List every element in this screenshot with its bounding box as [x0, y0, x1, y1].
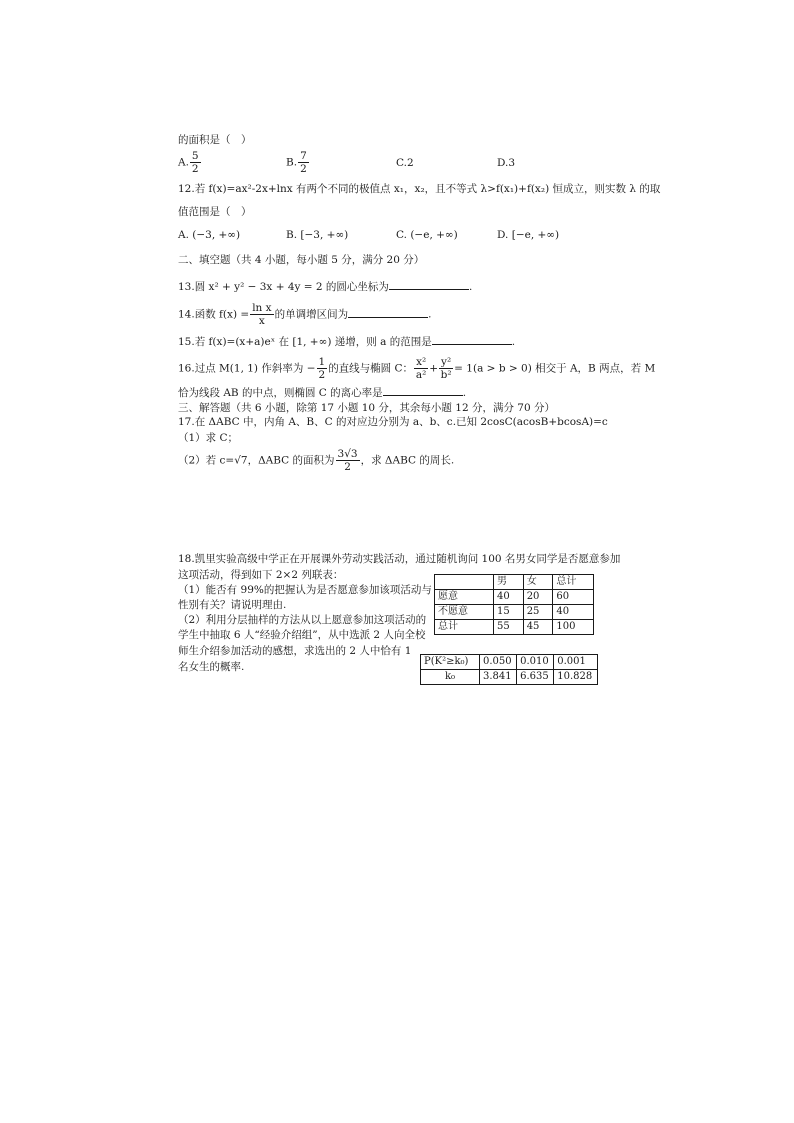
table-cell: 45 — [523, 620, 553, 635]
table-row — [435, 605, 594, 620]
fraction: $\frac{1}{2}$ — [318, 356, 326, 381]
q13: 13.圆 x² + y² − 3x + 4y = 2 的圆心坐标为 . — [178, 281, 473, 293]
table-cell: 15 — [494, 605, 524, 620]
table-cell: 男 — [494, 575, 524, 590]
answer-blank — [389, 279, 469, 290]
q12-line1: 12.若 f(x)=ax²-2x+lnx 有两个不同的极值点 x₁，x₂，且不等式 λ>f(x₁)+f(x₂) 恒成立，则实数 λ 的取 — [178, 183, 661, 195]
q11-option-a: A. $\frac{5}{2}$ — [178, 150, 199, 175]
q16-line1: 16.过点 M(1, 1) 作斜率为 − $\frac{1}{2}$ 的直线与椭圆 C： $\frac{\text{x²}}{\text{a²}}$ + $\frac{\text{y²}}{\text{b²}}$ = 1(a > b > 0) 相交于 A，B 两点，若 M — [178, 356, 656, 381]
q18-line1: 18.凯里实验高级中学正在开展课外劳动实践活动，通过随机询问 100 名男女同学是否愿意参加 — [178, 553, 621, 565]
table-header-row — [435, 575, 594, 590]
table-cell: 总计 — [435, 620, 494, 635]
table-cell: k₀ — [421, 670, 480, 685]
answer-blank — [383, 385, 463, 396]
table-row — [421, 670, 598, 685]
table-cell: 0.001 — [554, 655, 598, 670]
table-cell: 0.010 — [517, 655, 554, 670]
q12-option-c: C. (−e, +∞) — [396, 229, 458, 241]
table-cell: 10.828 — [554, 670, 598, 685]
q11-option-c: C.2 — [396, 157, 414, 169]
fraction: $\frac{7}{2}$ — [300, 150, 307, 175]
table-cell: P(K²≥k₀) — [421, 655, 480, 670]
section-2-heading: 二、填空题（共 4 小题，每小题 5 分，满分 20 分） — [178, 254, 425, 266]
table-cell: 40 — [494, 590, 524, 605]
table-cell: 6.635 — [517, 670, 554, 685]
fraction: $\frac{5}{2}$ — [191, 150, 199, 175]
q18-part1b: 性别有关？请说明理由. — [178, 599, 287, 611]
q17-part2: （2）若 c=√7，ΔABC 的面积为 $\frac{3√3}{2}$ ，求 ΔABC 的周长. — [178, 448, 455, 473]
q12-option-d: D. [−e, +∞) — [497, 229, 560, 241]
table-cell — [435, 575, 494, 590]
answer-blank — [348, 307, 428, 318]
table-cell: 不愿意 — [435, 605, 494, 620]
fraction: $\frac{\text{y²}}{\text{b²}}$ — [440, 356, 452, 381]
q12-option-b: B. [−3, +∞) — [286, 229, 349, 241]
table-cell: 20 — [523, 590, 553, 605]
table-row — [435, 620, 594, 635]
q17-line1: 17.在 ΔABC 中，内角 A、B、C 的对应边分别为 a、b、c.已知 2cosC(acosB+bcosA)=c — [178, 416, 608, 428]
q18-part1a: （1）能否有 99%的把握认为是否愿意参加该项活动与 — [178, 584, 432, 596]
table-cell: 25 — [523, 605, 553, 620]
q16-line2: 恰为线段 AB 的中点，则椭圆 C 的离心率是 . — [178, 387, 467, 399]
table-row — [435, 590, 594, 605]
q15: 15.若 f(x)=(x+a)eˣ 在 [1, +∞) 递增，则 a 的范围是 . — [178, 336, 516, 348]
q17-part1: （1）求 C； — [178, 432, 239, 444]
q18-part2b: 学生中抽取 6 人“经验介绍组”，从中选派 2 人向全校 — [178, 629, 426, 641]
q18-part2c: 师生介绍参加活动的感想，求选出的 2 人中恰有 1 — [178, 645, 412, 657]
table-cell: 愿意 — [435, 590, 494, 605]
table-cell: 60 — [553, 590, 594, 605]
table-cell: 100 — [553, 620, 594, 635]
table-cell: 总计 — [553, 575, 594, 590]
table-cell: 0.050 — [480, 655, 517, 670]
q14: 14.函数 f(x) = $\frac{\text{ln x}}{x}$ 的单调增区间为 . — [178, 302, 432, 327]
q18-part2d: 名女生的概率. — [178, 661, 245, 673]
table-cell: 55 — [494, 620, 524, 635]
contingency-table — [434, 574, 594, 635]
section-3-heading: 三、解答题（共 6 小题，除第 17 小题 10 分，其余每小题 12 分，满分 70 分） — [178, 402, 555, 414]
q12-line2: 值范围是（ ） — [178, 206, 252, 218]
q18-line2: 这项活动，得到如下 2×2 列联表： — [178, 569, 344, 581]
q11-option-b: B. $\frac{7}{2}$ — [286, 150, 307, 175]
answer-blank — [432, 334, 512, 345]
critical-value-table — [420, 654, 598, 685]
q18-part2a: （2）利用分层抽样的方法从以上愿意参加这项活动的 — [178, 614, 427, 626]
fraction: $\frac{\text{ln x}}{x}$ — [252, 302, 272, 327]
q12-option-a: A. (−3, +∞) — [178, 229, 241, 241]
fraction: $\frac{\text{x²}}{\text{a²}}$ — [415, 356, 427, 381]
q11-option-d: D.3 — [497, 157, 516, 169]
table-cell: 40 — [553, 605, 594, 620]
table-row — [421, 655, 598, 670]
fraction: $\frac{3√3}{2}$ — [337, 448, 358, 473]
table-cell: 3.841 — [480, 670, 517, 685]
table-cell: 女 — [523, 575, 553, 590]
q11-tail: 的面积是（ ） — [178, 134, 252, 146]
